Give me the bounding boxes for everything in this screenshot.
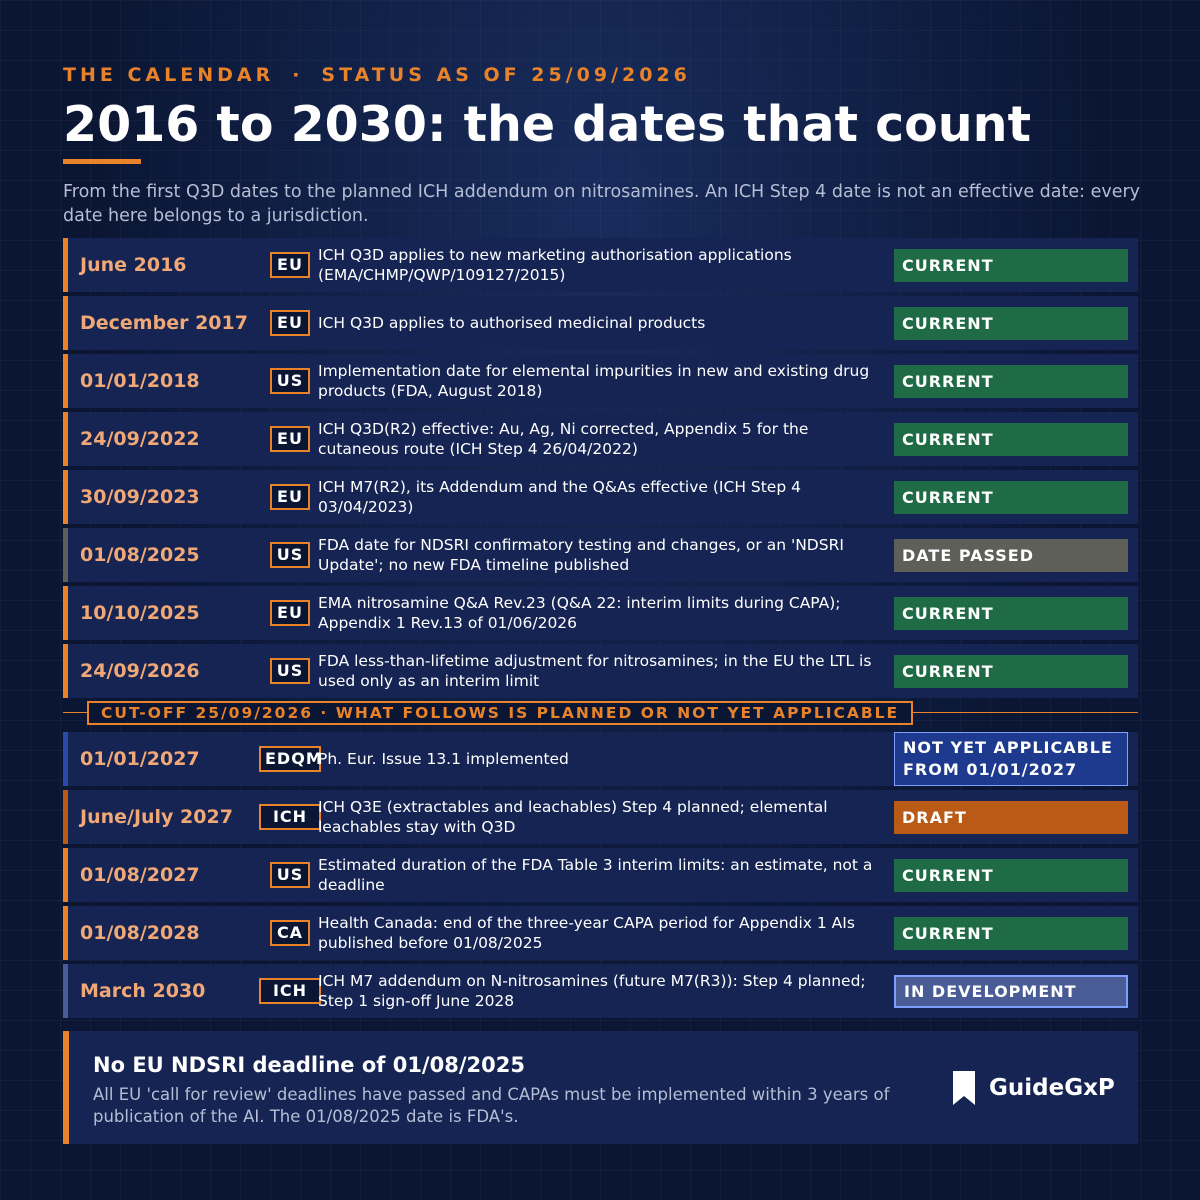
status-badge: CURRENT bbox=[894, 917, 1128, 950]
row-date: March 2030 bbox=[80, 980, 206, 1002]
row-description-text: ICH Q3E (extractables and leachables) Step 4 planned; elemental leachables stay with Q3D bbox=[318, 798, 828, 836]
timeline-row bbox=[63, 906, 1138, 960]
row-date: 24/09/2022 bbox=[80, 428, 200, 450]
row-description bbox=[318, 528, 888, 582]
row-description bbox=[318, 238, 888, 292]
page-title: 2016 to 2030: the dates that count bbox=[63, 96, 1031, 153]
jurisdiction-badge: ICH bbox=[259, 978, 321, 1004]
jurisdiction-badge: EU bbox=[270, 426, 310, 452]
timeline-row bbox=[63, 644, 1138, 698]
row-description bbox=[318, 964, 888, 1018]
row-date: 01/08/2027 bbox=[80, 864, 200, 886]
row-date: December 2017 bbox=[80, 312, 248, 334]
status-badge: CURRENT bbox=[894, 423, 1128, 456]
row-date: 01/08/2028 bbox=[80, 922, 200, 944]
timeline-row bbox=[63, 238, 1138, 292]
jurisdiction-badge: US bbox=[270, 862, 310, 888]
row-date: 10/10/2025 bbox=[80, 602, 200, 624]
timeline-row bbox=[63, 732, 1138, 786]
row-description-text: Implementation date for elemental impurities in new and existing drug products (FDA, August 2018) bbox=[318, 362, 870, 400]
row-description-text: EMA nitrosamine Q&A Rev.23 (Q&A 22: interim limits during CAPA); Appendix 1 Rev.13 of 01/06/2026 bbox=[318, 594, 841, 632]
status-badge: CURRENT bbox=[894, 481, 1128, 514]
status-badge: CURRENT bbox=[894, 365, 1128, 398]
status-badge: CURRENT bbox=[894, 249, 1128, 282]
row-description bbox=[318, 412, 888, 466]
bookmark-icon bbox=[951, 1070, 977, 1106]
page-subtitle: From the first Q3D dates to the planned ICH addendum on nitrosamines. An ICH Step 4 date is not an effective date: every date here belongs to a jurisdiction. bbox=[63, 182, 1141, 226]
row-description-text: FDA less-than-lifetime adjustment for nitrosamines; in the EU the LTL is used only as an interim limit bbox=[318, 652, 872, 690]
row-date: 01/08/2025 bbox=[80, 544, 200, 566]
status-badge: CURRENT bbox=[894, 307, 1128, 340]
timeline-row bbox=[63, 354, 1138, 408]
eyebrow-status-date: STATUS AS OF 25/09/2026 bbox=[321, 64, 691, 86]
row-description-text: ICH Q3D applies to new marketing authorisation applications (EMA/CHMP/QWP/109127/2015) bbox=[318, 246, 792, 284]
brand-name: GuideGxP bbox=[989, 1075, 1115, 1101]
row-description bbox=[318, 732, 888, 786]
row-date: 30/09/2023 bbox=[80, 486, 200, 508]
row-date: 24/09/2026 bbox=[80, 660, 200, 682]
status-badge: DATE PASSED bbox=[894, 539, 1128, 572]
row-description bbox=[318, 790, 888, 844]
row-description bbox=[318, 354, 888, 408]
row-description-text: Health Canada: end of the three-year CAPA period for Appendix 1 AIs published before 01/08/2025 bbox=[318, 914, 855, 952]
row-description bbox=[318, 470, 888, 524]
jurisdiction-badge: EU bbox=[270, 252, 310, 278]
jurisdiction-badge: ICH bbox=[259, 804, 321, 830]
eyebrow-left: THE CALENDAR bbox=[63, 64, 275, 86]
row-date: 01/01/2018 bbox=[80, 370, 200, 392]
jurisdiction-badge: US bbox=[270, 658, 310, 684]
footer-title: No EU NDSRI deadline of 01/08/2025 bbox=[93, 1053, 525, 1077]
title-underline bbox=[63, 159, 141, 164]
jurisdiction-badge: EDQM bbox=[259, 746, 321, 772]
row-date: June 2016 bbox=[80, 254, 187, 276]
eyebrow bbox=[63, 64, 691, 86]
row-description bbox=[318, 906, 888, 960]
timeline-row bbox=[63, 964, 1138, 1018]
timeline-row bbox=[63, 528, 1138, 582]
cutoff-label: CUT-OFF 25/09/2026 · WHAT FOLLOWS IS PLANNED OR NOT YET APPLICABLE bbox=[87, 701, 913, 725]
timeline-row bbox=[63, 790, 1138, 844]
timeline-row bbox=[63, 586, 1138, 640]
jurisdiction-badge: EU bbox=[270, 310, 310, 336]
jurisdiction-badge: CA bbox=[270, 920, 310, 946]
eyebrow-separator: · bbox=[292, 64, 304, 86]
jurisdiction-badge: EU bbox=[270, 600, 310, 626]
footer-text: All EU 'call for review' deadlines have passed and CAPAs must be implemented within 3 years of publication of the AI. The 01/08/2025 date is FDA's. bbox=[93, 1085, 890, 1126]
jurisdiction-badge: EU bbox=[270, 484, 310, 510]
jurisdiction-badge: US bbox=[270, 368, 310, 394]
timeline-row bbox=[63, 296, 1138, 350]
timeline-row bbox=[63, 470, 1138, 524]
row-description bbox=[318, 296, 888, 350]
row-date: June/July 2027 bbox=[80, 806, 233, 828]
jurisdiction-badge: US bbox=[270, 542, 310, 568]
footer-callout bbox=[63, 1031, 1138, 1144]
status-badge: IN DEVELOPMENT bbox=[894, 975, 1128, 1008]
brand-logo bbox=[951, 1069, 1115, 1107]
timeline-row bbox=[63, 848, 1138, 902]
row-description bbox=[318, 848, 888, 902]
row-description-text: FDA date for NDSRI confirmatory testing and changes, or an 'NDSRI Update'; no new FDA timeline published bbox=[318, 536, 844, 574]
row-description bbox=[318, 586, 888, 640]
row-description bbox=[318, 644, 888, 698]
timeline-row bbox=[63, 412, 1138, 466]
row-description-text: ICH Q3D applies to authorised medicinal products bbox=[318, 314, 706, 332]
status-badge: DRAFT bbox=[894, 801, 1128, 834]
status-badge: NOT YET APPLICABLE FROM 01/01/2027 bbox=[894, 732, 1128, 786]
row-date: 01/01/2027 bbox=[80, 748, 200, 770]
status-badge: CURRENT bbox=[894, 597, 1128, 630]
row-description-text: ICH M7 addendum on N-nitrosamines (future M7(R3)): Step 4 planned; Step 1 sign-off June 2028 bbox=[318, 972, 866, 1010]
status-badge: CURRENT bbox=[894, 655, 1128, 688]
row-description-text: Estimated duration of the FDA Table 3 interim limits: an estimate, not a deadline bbox=[318, 856, 873, 894]
row-description-text: ICH M7(R2), its Addendum and the Q&As effective (ICH Step 4 03/04/2023) bbox=[318, 478, 801, 516]
row-description-text: ICH Q3D(R2) effective: Au, Ag, Ni corrected, Appendix 5 for the cutaneous route (ICH Step 4 26/04/2022) bbox=[318, 420, 809, 458]
status-badge: CURRENT bbox=[894, 859, 1128, 892]
row-description-text: Ph. Eur. Issue 13.1 implemented bbox=[318, 750, 569, 768]
